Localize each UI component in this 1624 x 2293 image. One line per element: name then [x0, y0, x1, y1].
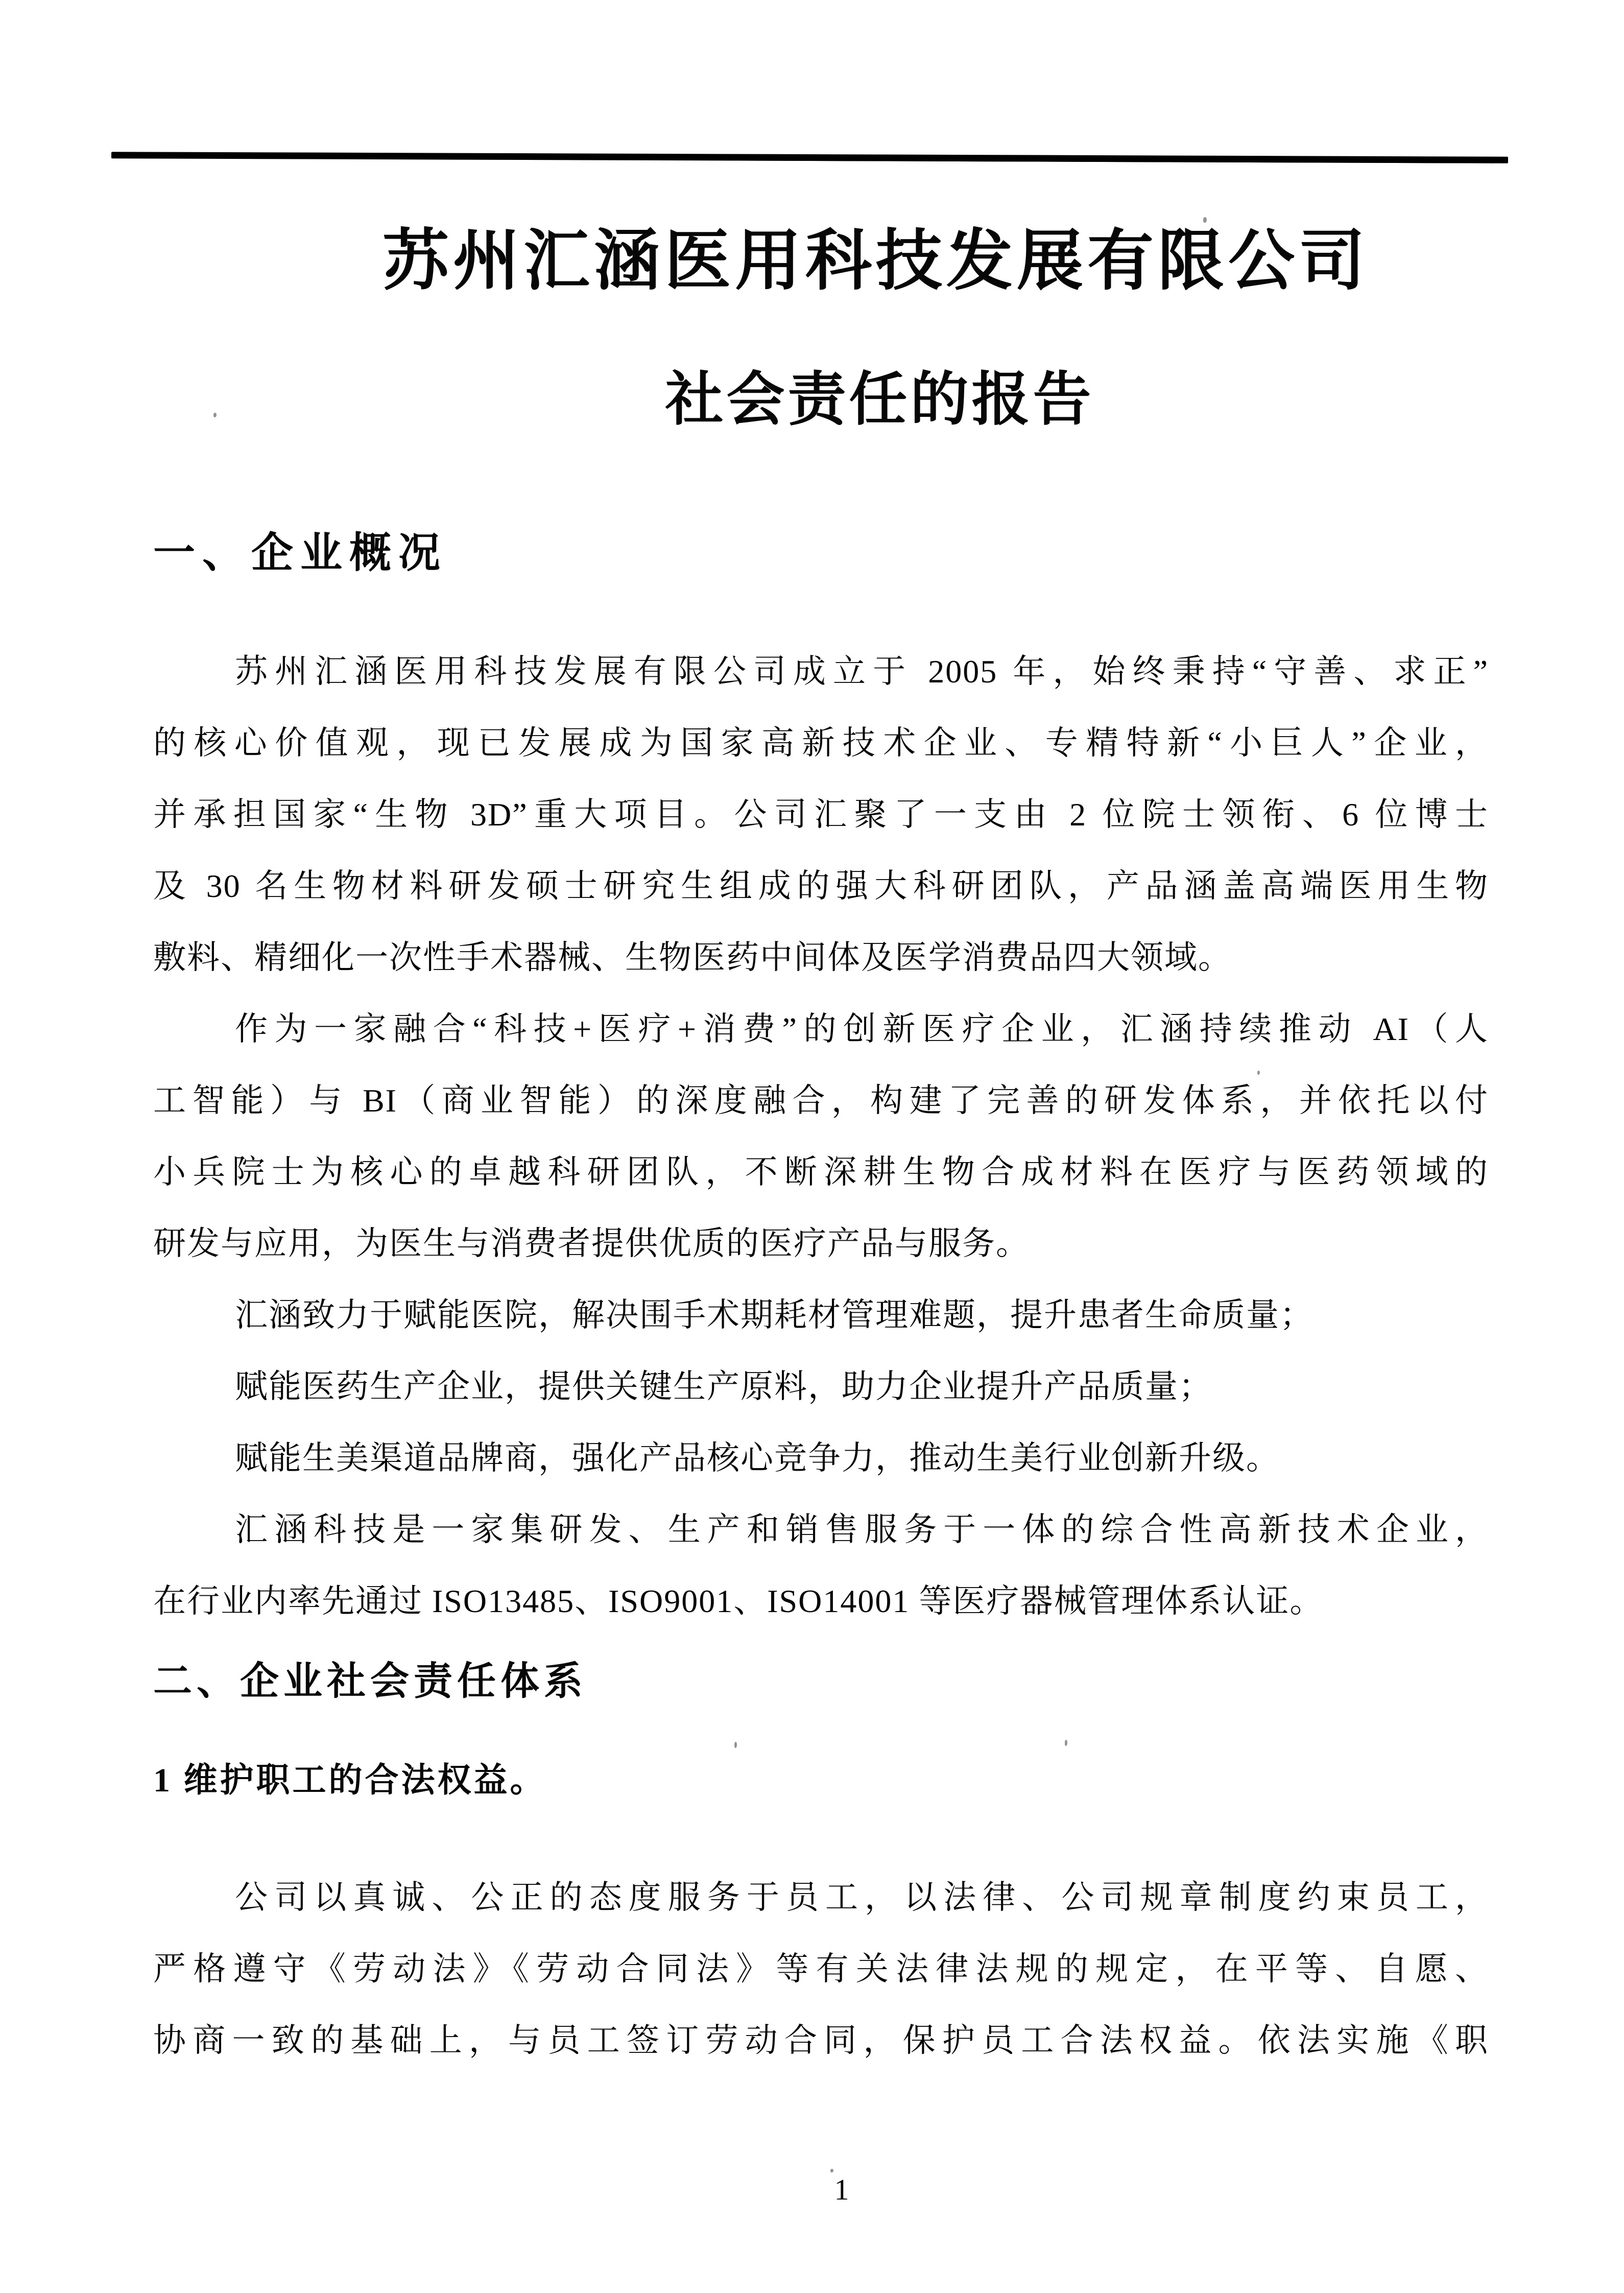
scan-speck: [1065, 1740, 1067, 1746]
paragraph-line: 工智能）与 BI（商业智能）的深度融合，构建了完善的研发体系，并依托以付: [153, 1082, 1489, 1119]
paragraph-line: 研发与应用，为医生与消费者提供优质的医疗产品与服务。: [153, 1225, 1030, 1262]
mission-line: 汇涵致力于赋能医院，解决围手术期耗材管理难题，提升患者生命质量；: [235, 1297, 1313, 1333]
paragraph-line: 作为一家融合“科技+医疗+消费”的创新医疗企业，汇涵持续推动 AI（人: [235, 1011, 1489, 1047]
mission-line: 赋能医药生产企业，提供关键生产原料，助力企业提升产品质量；: [235, 1368, 1212, 1405]
scan-speck: [734, 1742, 737, 1748]
paragraph-line: 敷料、精细化一次性手术器械、生物医药中间体及医学消费品四大领域。: [153, 939, 1232, 976]
body-text-block: [153, 636, 1489, 1637]
paragraph-line: 汇涵科技是一家集研发、生产和销售服务于一体的综合性高新技术企业，: [235, 1511, 1489, 1548]
body-text-block: [153, 1862, 1489, 2076]
paragraph-line: 公司以真诚、公正的态度服务于员工，以法律、公司规章制度约束员工，: [235, 1879, 1489, 1916]
mission-line: 赋能生美渠道品牌商，强化产品核心竞争力，推动生美行业创新升级。: [235, 1440, 1280, 1476]
page-number: 1: [834, 2173, 849, 2206]
report-subtitle: 社会责任的报告: [665, 367, 1094, 432]
section-heading-company-overview: 一、企业概况: [153, 530, 448, 576]
report-title: 苏州汇涵医用科技发展有限公司: [382, 225, 1369, 298]
header-rule-line: [111, 152, 1508, 163]
paragraph-line: 严格遵守《劳动法》《劳动合同法》等有关法律法规的规定，在平等、自愿、: [153, 1951, 1489, 1987]
paragraph-line: 协商一致的基础上，与员工签订劳动合同，保护员工合法权益。依法实施《职: [153, 2022, 1489, 2059]
paragraph-line: 小兵院士为核心的卓越科研团队，不断深耕生物合成材料在医疗与医药领域的: [153, 1154, 1489, 1190]
scan-speck: [830, 2169, 833, 2172]
paragraph-line: 苏州汇涵医用科技发展有限公司成立于 2005 年，始终秉持“守善、求正”: [235, 653, 1489, 690]
subsection-heading-employee-rights: 1 维护职工的合法权益。: [153, 1762, 546, 1799]
paragraph-line: 及 30 名生物材料研发硕士研究生组成的强大科研团队，产品涵盖高端医用生物: [153, 868, 1489, 904]
section-heading-csr-system: 二、企业社会责任体系: [153, 1660, 587, 1703]
paragraph-line: 并承担国家“生物 3D”重大项目。公司汇聚了一支由 2 位院士领衔、6 位博士: [153, 796, 1489, 833]
paragraph-line: 在行业内率先通过 ISO13485、ISO9001、ISO14001 等医疗器械管理体系认证。: [153, 1583, 1324, 1619]
paragraph-line: 的核心价值观，现已发展成为国家高新技术企业、专精特新“小巨人”企业，: [153, 725, 1489, 761]
